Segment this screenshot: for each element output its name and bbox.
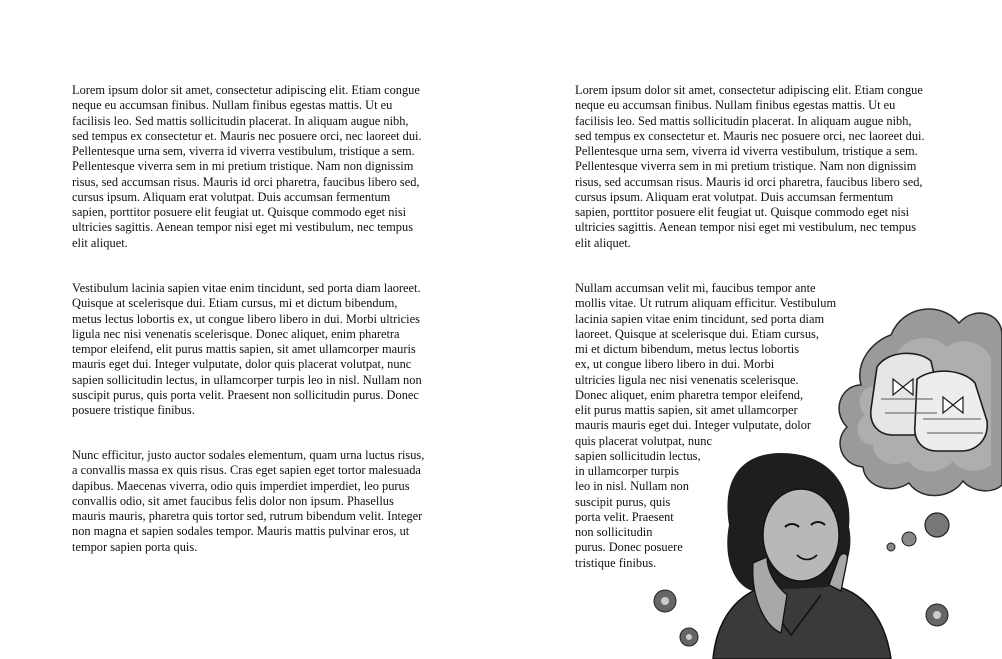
- right-page: [501, 0, 1002, 659]
- daydream-illustration: [641, 295, 1002, 659]
- left-paragraph-3: Nunc efficitur, justo auctor sodales elementum, quam urna luctus risus, a convallis massa ex quis risus. Cras eget sapien eget tortor malesuada dapibus. Maecenas viverra, odio quis imperdiet imperdiet, leo purus convallis odio, sit amet faucibus felis dolor non ipsum. Phasellus mauris mauris, pharetra quis tortor sed, rutrum bibendum velit. Integer non magna et sapien sodales tempor. Mauris mattis pulvinar eros, ut tempor sapien porta quis.: [72, 448, 425, 554]
- girl-figure: [713, 453, 891, 659]
- thought-bubbles: [887, 513, 949, 551]
- right-paragraph-2: Nullam accumsan velit mi, faucibus tempor ante mollis vitae. Ut rutrum aliquam efficitur. Vestibulum lacinia sapien vitae enim tincidunt, sed porta diam laoreet. Quisque at scelerisque dui. Etiam cursus, mi et dictum bibendum, metus lectus lobortis ex, ut congue libero libero in dui. Morbi ultricies ligula nec nisi venenatis scelerisque. Donec aliquet, enim pharetra tempor eleifend, elit purus mattis sapien, sit amet ullamcorper mauris mauris eget dui. Integer vulputate, dolor quis placerat volutpat, nunc sapien sollicitudin lectus, in ullamcorper turpis leo in nisl. Nullam non suscipit purus, quis porta velit. Praesent non sollicitudin purus. Donec posuere tristique finibus.: [575, 281, 837, 570]
- right-paragraph-1: Lorem ipsum dolor sit amet, consectetur adipiscing elit. Etiam congue neque eu accumsan finibus. Nullam finibus egestas mattis. Ut eu facilisis leo. Sed mattis sollicitudin placerat. In aliquam augue nibh, sed tempus ex consectetur et. Mauris nec posuere orci, nec laoreet dui. Pellentesque urna sem, viverra id viverra vestibulum, tristique a sem. Pellentesque viverra sem in mi pretium tristique. Nam non dignissim risus, sed accumsan risus. Mauris id orci pharetra, faucibus libero sed, cursus ipsum. Aliquam erat volutpat. Duis accumsan fermentum sapien, porttitor posuere elit feugiat ut. Quisque commodo eget nisi ultricies sagittis. Aenean tempor nisi eget mi vestibulum, nec tempus elit aliquet.: [575, 83, 925, 250]
- left-paragraph-2: Vestibulum lacinia sapien vitae enim tincidunt, sed porta diam laoreet. Quisque at scelerisque dui. Etiam cursus, mi et dictum bibendum, metus lectus lobortis ex, ut congue libero libero in dui. Morbi ultricies ligula nec nisi venenatis scelerisque. Donec aliquet, enim pharetra tempor eleifend, elit purus mattis sapien, sit amet ullamcorper mauris mauris eget dui. Integer vulputate, dolor quis placerat volutpat, nunc sapien sollicitudin lectus, in ullamcorper turpis leo in nisl. Nullam non suscipit purus, quis porta velit. Praesent non sollicitudin purus. Donec posuere tristique finibus.: [72, 281, 422, 417]
- left-paragraph-1: Lorem ipsum dolor sit amet, consectetur adipiscing elit. Etiam congue neque eu accumsan finibus. Nullam finibus egestas mattis. Ut eu facilisis leo. Sed mattis sollicitudin placerat. In aliquam augue nibh, sed tempus ex consectetur et. Mauris nec posuere orci, nec laoreet dui. Pellentesque urna sem, viverra id viverra vestibulum, tristique a sem. Pellentesque viverra sem in mi pretium tristique. Nam non dignissim risus, sed accumsan risus. Mauris id orci pharetra, faucibus libero sed, cursus ipsum. Aliquam erat volutpat. Duis accumsan fermentum sapien, porttitor posuere elit feugiat ut. Quisque commodo eget nisi ultricies sagittis. Aenean tempor nisi eget mi vestibulum, nec tempus elit aliquet.: [72, 83, 422, 250]
